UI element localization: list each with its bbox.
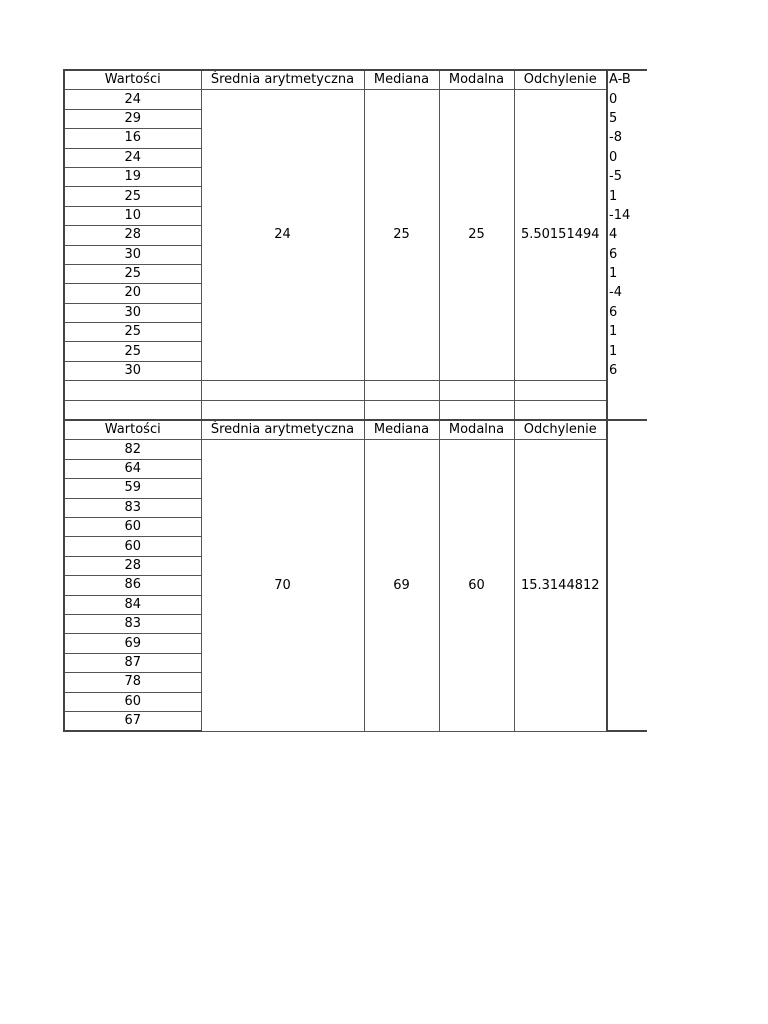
empty-cell[interactable] — [514, 400, 607, 420]
side-empty[interactable] — [607, 400, 647, 420]
block1-value-cell[interactable]: 16 — [64, 129, 201, 148]
side-empty[interactable] — [607, 634, 647, 653]
diff-cell[interactable]: -4 — [609, 285, 622, 301]
side-empty[interactable] — [607, 498, 647, 517]
block1-stdev-cell[interactable]: 5.50151494 — [514, 90, 607, 381]
block1-value-cell[interactable]: 29 — [64, 109, 201, 128]
block1-header-values[interactable]: Wartości — [64, 70, 201, 90]
block1-value-cell[interactable]: 24 — [64, 148, 201, 167]
block2-mode-cell[interactable]: 60 — [439, 440, 514, 731]
block1-value-cell[interactable]: 25 — [64, 264, 201, 283]
block1-header-stdev[interactable]: Odchylenie — [514, 70, 607, 90]
side-empty[interactable] — [607, 692, 647, 711]
block2-value-cell[interactable]: 60 — [64, 537, 201, 556]
diff-cell[interactable]: -14 — [609, 207, 631, 223]
block1-value-cell[interactable]: 30 — [64, 303, 201, 322]
diff-cell[interactable]: -8 — [609, 130, 622, 146]
side-empty[interactable] — [607, 537, 647, 556]
block1-value-cell[interactable]: 19 — [64, 167, 201, 186]
block2-median-cell[interactable]: 69 — [364, 440, 439, 731]
diff-cell[interactable]: -5 — [609, 169, 622, 185]
empty-cell[interactable] — [439, 381, 514, 400]
block1-value-cell[interactable]: 30 — [64, 361, 201, 380]
empty-row — [64, 400, 647, 420]
empty-cell[interactable] — [514, 381, 607, 400]
block1-header-mean[interactable]: Średnia arytmetyczna — [201, 70, 364, 90]
block2-value-cell[interactable]: 67 — [64, 711, 201, 731]
empty-cell[interactable] — [439, 400, 514, 420]
block1-median-cell[interactable]: 25 — [364, 90, 439, 381]
block2-header-median[interactable]: Mediana — [364, 420, 439, 440]
table-row — [64, 90, 647, 109]
empty-cell[interactable] — [64, 400, 201, 420]
diff-cell[interactable]: 0 — [609, 149, 618, 165]
block2-value-cell[interactable]: 83 — [64, 614, 201, 633]
diff-cell[interactable]: 6 — [609, 246, 618, 262]
side-empty[interactable] — [607, 614, 647, 633]
diff-cell[interactable]: 1 — [609, 324, 618, 340]
block2-header-values[interactable]: Wartości — [64, 420, 201, 440]
block1-header-row — [64, 70, 647, 90]
block1-value-cell[interactable]: 25 — [64, 323, 201, 342]
side-empty[interactable] — [607, 420, 647, 440]
block2-mean-cell[interactable]: 70 — [201, 440, 364, 731]
diff-header[interactable]: A-B — [607, 70, 647, 90]
diff-cell[interactable]: 0 — [609, 91, 618, 107]
block1-value-cell[interactable]: 25 — [64, 342, 201, 361]
block2-header-mode[interactable]: Modalna — [439, 420, 514, 440]
empty-cell[interactable] — [364, 381, 439, 400]
side-empty[interactable] — [607, 595, 647, 614]
block1-value-cell[interactable]: 25 — [64, 187, 201, 206]
block1-value-cell[interactable]: 30 — [64, 245, 201, 264]
side-empty[interactable] — [607, 653, 647, 672]
block2-value-cell[interactable]: 82 — [64, 440, 201, 459]
side-empty[interactable] — [607, 381, 647, 400]
block2-value-cell[interactable]: 87 — [64, 653, 201, 672]
empty-cell[interactable] — [64, 381, 201, 400]
block2-value-cell[interactable]: 60 — [64, 517, 201, 536]
side-empty[interactable] — [607, 576, 647, 595]
side-empty[interactable] — [607, 459, 647, 478]
diff-cell[interactable]: 6 — [609, 363, 618, 379]
diff-cell[interactable]: 1 — [609, 188, 618, 204]
block2-value-cell[interactable]: 86 — [64, 576, 201, 595]
diff-cell[interactable]: 5 — [609, 110, 618, 126]
empty-cell[interactable] — [201, 400, 364, 420]
empty-row — [64, 381, 647, 400]
side-empty[interactable] — [607, 711, 647, 731]
block1-value-cell[interactable]: 24 — [64, 90, 201, 109]
block1-value-cell[interactable]: 28 — [64, 226, 201, 245]
table-row — [64, 440, 647, 459]
block2-value-cell[interactable]: 83 — [64, 498, 201, 517]
block2-header-row — [64, 420, 647, 440]
block1-header-mode[interactable]: Modalna — [439, 70, 514, 90]
block2-header-mean[interactable]: Średnia arytmetyczna — [201, 420, 364, 440]
block1-value-cell[interactable]: 20 — [64, 284, 201, 303]
block2-value-cell[interactable]: 78 — [64, 673, 201, 692]
side-empty[interactable] — [607, 673, 647, 692]
empty-cell[interactable] — [201, 381, 364, 400]
side-empty[interactable] — [607, 517, 647, 536]
block1-mean-cell[interactable]: 24 — [201, 90, 364, 381]
block2-header-stdev[interactable]: Odchylenie — [514, 420, 607, 440]
block1-header-median[interactable]: Mediana — [364, 70, 439, 90]
block2-value-cell[interactable]: 84 — [64, 595, 201, 614]
block2-value-cell[interactable]: 59 — [64, 479, 201, 498]
block2-value-cell[interactable]: 60 — [64, 692, 201, 711]
side-empty[interactable] — [607, 479, 647, 498]
block2-stdev-cell[interactable]: 15.3144812 — [514, 440, 607, 731]
empty-cell[interactable] — [364, 400, 439, 420]
block2-value-cell[interactable]: 64 — [64, 459, 201, 478]
spreadsheet-grid — [63, 69, 647, 732]
diff-cell[interactable]: 6 — [609, 304, 618, 320]
block2-value-cell[interactable]: 28 — [64, 556, 201, 575]
diff-cell[interactable]: 1 — [609, 343, 618, 359]
diff-cell[interactable]: 4 — [609, 227, 618, 243]
block2-value-cell[interactable]: 69 — [64, 634, 201, 653]
side-empty[interactable] — [607, 556, 647, 575]
diff-cell[interactable]: 1 — [609, 266, 618, 282]
block1-value-cell[interactable]: 10 — [64, 206, 201, 225]
side-empty[interactable] — [607, 440, 647, 459]
block1-mode-cell[interactable]: 25 — [439, 90, 514, 381]
